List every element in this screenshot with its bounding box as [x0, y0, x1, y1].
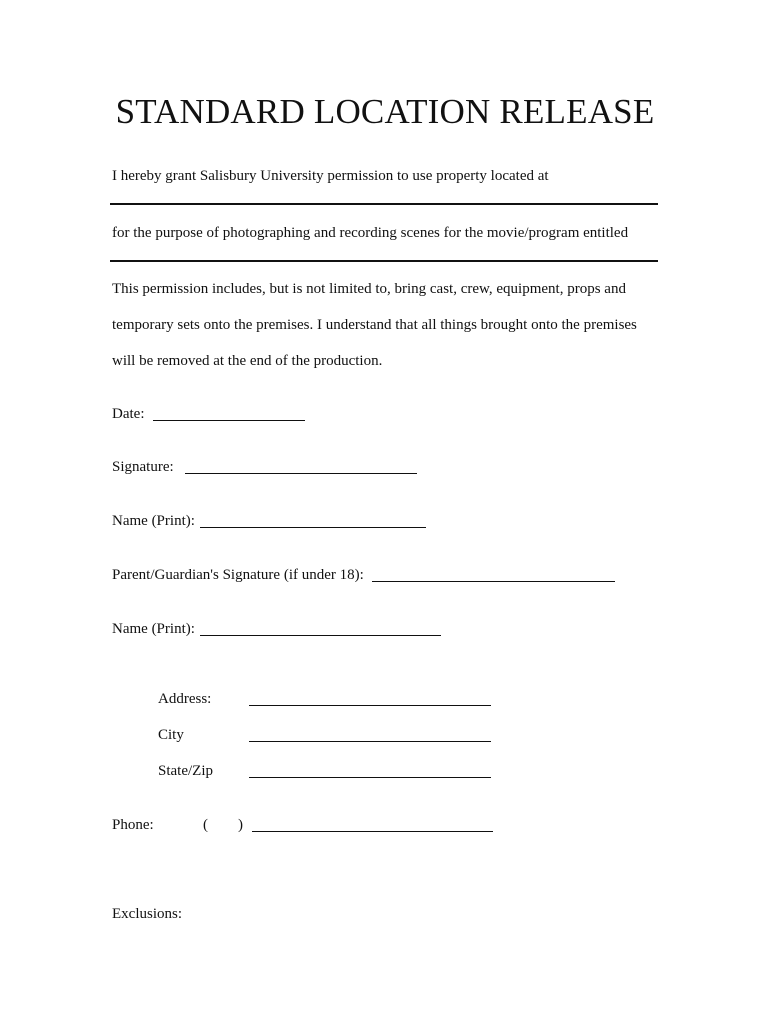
guardian-signature-field[interactable]	[372, 581, 615, 582]
state-zip-field[interactable]	[249, 777, 491, 778]
permission-line-1: This permission includes, but is not limited to, bring cast, crew, equipment, props and	[112, 281, 626, 297]
guardian-name-print-field[interactable]	[200, 635, 441, 636]
name-print-label: Name (Print):	[112, 513, 195, 529]
date-label: Date:	[112, 406, 145, 422]
program-title-field[interactable]	[110, 260, 658, 262]
permission-line-2: temporary sets onto the premises. I understand that all things brought onto the premises	[112, 317, 637, 333]
name-print-field[interactable]	[200, 527, 426, 528]
guardian-signature-label: Parent/Guardian's Signature (if under 18):	[112, 567, 364, 583]
phone-label: Phone:	[112, 817, 154, 833]
permission-line-3: will be removed at the end of the production.	[112, 353, 383, 369]
area-code-close-paren: )	[238, 817, 243, 833]
address-label: Address:	[158, 691, 212, 707]
signature-field[interactable]	[185, 473, 417, 474]
purpose-line: for the purpose of photographing and recording scenes for the movie/program entitled	[112, 225, 629, 241]
area-code-open-paren: (	[203, 817, 208, 833]
signature-label: Signature:	[112, 459, 174, 475]
property-location-field[interactable]	[110, 203, 658, 205]
guardian-name-print-label: Name (Print):	[112, 621, 195, 637]
page-title: STANDARD LOCATION RELEASE	[115, 92, 655, 131]
city-field[interactable]	[249, 741, 491, 742]
city-label: City	[158, 727, 184, 743]
address-field[interactable]	[249, 705, 491, 706]
date-field[interactable]	[153, 420, 305, 421]
exclusions-label: Exclusions:	[112, 906, 182, 922]
phone-field[interactable]	[252, 831, 493, 832]
intro-line: I hereby grant Salisbury University permission to use property located at	[112, 168, 549, 184]
state-zip-label: State/Zip	[158, 763, 213, 779]
